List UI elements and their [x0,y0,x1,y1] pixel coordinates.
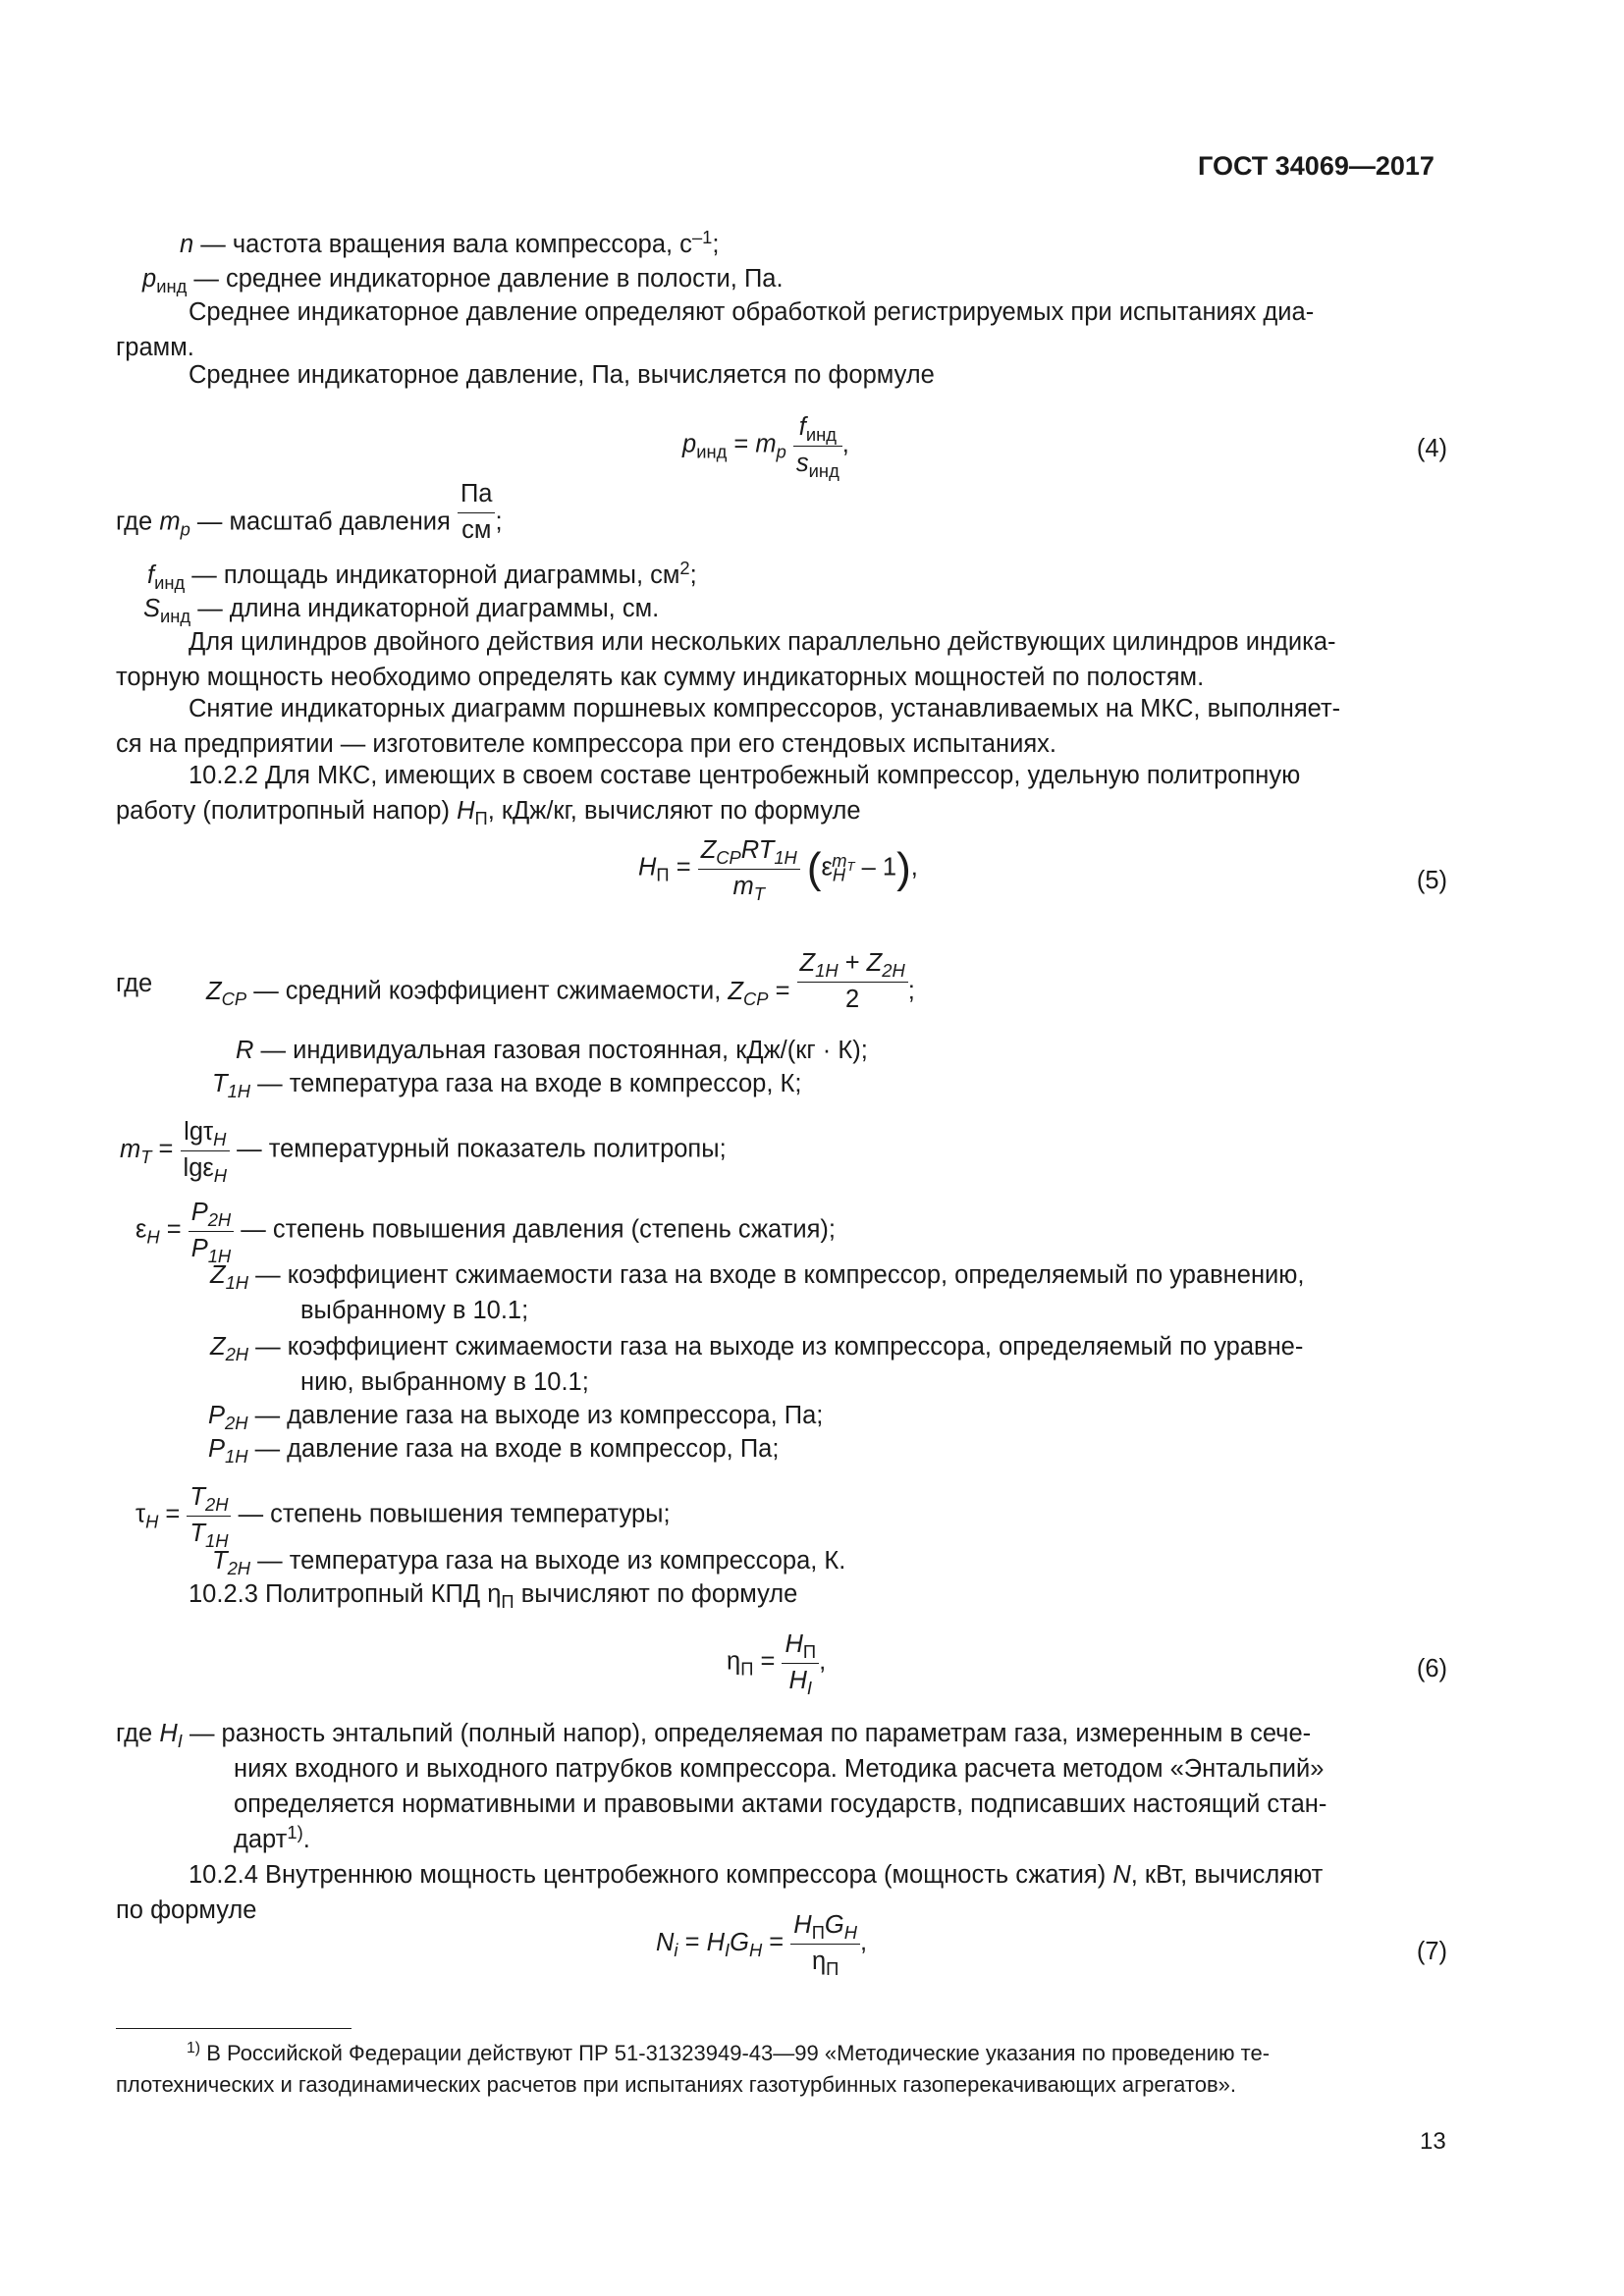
def-tau: $\tau_H$ = $\frac{T_{2H}}{T_{1H}}$ — степень повышения температуры; [135,1483,671,1551]
footnote-line1: $^{1)}$ В Российской Федерации действуют ПР 51-31323949-43—99 «Методические указания по проведению те- [187,2040,1271,2065]
def-n: n — частота вращения вала компрессора, $с^{-1}$; [180,226,720,258]
def-f-ind: $f_{инд}$ — площадь индикаторной диаграммы, $см^2$; [147,557,697,593]
footnote-line2: плотехнических и газодинамических расчетов при испытаниях газотурбинных газоперекачивающих агрегатов». [116,2072,1236,2097]
footnote-separator [116,2028,352,2029]
equation-5: $H_П$ = $\frac{Z_{CP}RT_{1H}}{m_T}$ $(\varepsilon_H^{m_T} - 1)$, [638,836,918,904]
def-p2h: $P_{2H}$ — давление газа на выходе из компрессора, Па; [208,1402,824,1433]
def-mp: где $m_p$ — масштаб давления $\frac{Па}{см}$ ; [116,480,503,544]
def-t2h: $T_{2H}$ — температура газа на выходе из компрессора, К. [212,1547,846,1578]
def-p1h: $P_{1H}$ — давление газа на входе в компрессор, Па; [208,1435,780,1467]
paragraph-10-2-2: 10.2.2 Для МКС, имеющих в своем составе центробежный компрессор, удельную политропную работу (политропный напор) $H_П$, кДж/кг, вычисляют по формуле [116,762,1301,828]
def-hi-line4: дарт$^{1)}$. [234,1821,310,1853]
def-hi-line2: ниях входного и выходного патрубков компрессора. Методика расчета методом «Энтальпий» [234,1755,1325,1783]
paragraph-indicator-pressure: Среднее индикаторное давление определяют обработкой регистрируемых при испытаниях диа- грамм. [116,298,1315,361]
def-r: R — индивидуальная газовая постоянная, кДж/(кг · К); [236,1037,868,1064]
def-z2h-cont: нию, выбранному в 10.1; [300,1368,589,1396]
paragraph-10-2-4: 10.2.4 Внутреннюю мощность центробежного компрессора (мощность сжатия) N, кВт, вычисляют по формуле [116,1861,1324,1924]
def-hi-line3: определяется нормативными и правовыми актами государств, подписавших настоящий стан- [234,1790,1327,1818]
paragraph-diagram-removal: Снятие индикаторных диаграмм поршневых компрессоров, устанавливаемых на МКС, выполняет- ся на предприятии — изготовителе компрессора при его стендовых испытаниях. [116,695,1341,758]
equation-6-number: (6) [1416,1655,1447,1682]
def-mt: $m_T$ = $\frac{\lg\tau_H}{\lg\varepsilon_H}$ — температурный показатель политропы; [120,1118,727,1186]
def-p-ind: $p_{инд}$ — среднее индикаторное давление в полости, Па. [142,265,784,296]
def-z1h: $Z_{1H}$ — коэффициент сжимаемости газа на входе в компрессор, определяемый по уравнению, [210,1261,1305,1293]
equation-7: $N_i = H_IG_H$ = $\frac{H_ПG_H}{\eta_П}$ , [656,1911,868,1979]
document-header: ГОСТ 34069—2017 [1198,151,1435,181]
def-zcp: $Z_{CP}$ — средний коэффициент сжимаемости, $Z_{CP}$ = $\frac{Z_{1H} + Z_{2H}}{2}$ ; [206,949,915,1013]
def-z2h: $Z_{2H}$ — коэффициент сжимаемости газа на выходе из компрессора, определяемый по уравне- [210,1333,1304,1364]
equation-4: $p_{инд} = m_p$ $\frac{f_{инд}}{s_{инд}}$ , [682,413,849,481]
where-label: где [116,970,153,997]
equation-4-number: (4) [1416,435,1447,462]
equation-6: $\eta_П$ = $\frac{H_П}{H_I}$ , [727,1630,827,1698]
equation-7-number: (7) [1416,1938,1447,1965]
def-hi: где $H_I$ — разность энтальпий (полный напор), определяемая по параметрам газа, измеренным в сече- [116,1720,1312,1751]
paragraph-10-2-3: 10.2.3 Политропный КПД $\eta_П$ вычисляют по формуле [189,1580,798,1612]
def-z1h-cont: выбранному в 10.1; [300,1297,529,1324]
def-t1h: $T_{1H}$ — температура газа на входе в компрессор, К; [212,1070,802,1101]
page-number: 13 [1420,2128,1446,2155]
paragraph-formula-intro: Среднее индикаторное давление, Па, вычисляется по формуле [189,361,935,389]
def-s-ind: $S_{инд}$ — длина индикаторной диаграммы, см. [143,595,660,626]
def-epsilon: $\varepsilon_H$ = $\frac{P_{2H}}{P_{1H}}$ — степень повышения давления (степень сжатия); [135,1199,836,1266]
paragraph-double-action: Для цилиндров двойного действия или нескольких параллельно действующих цилиндров индика- торную мощность необходимо определять как сумму индикаторных мощностей по полостям. [116,628,1336,691]
equation-5-number: (5) [1416,867,1447,894]
